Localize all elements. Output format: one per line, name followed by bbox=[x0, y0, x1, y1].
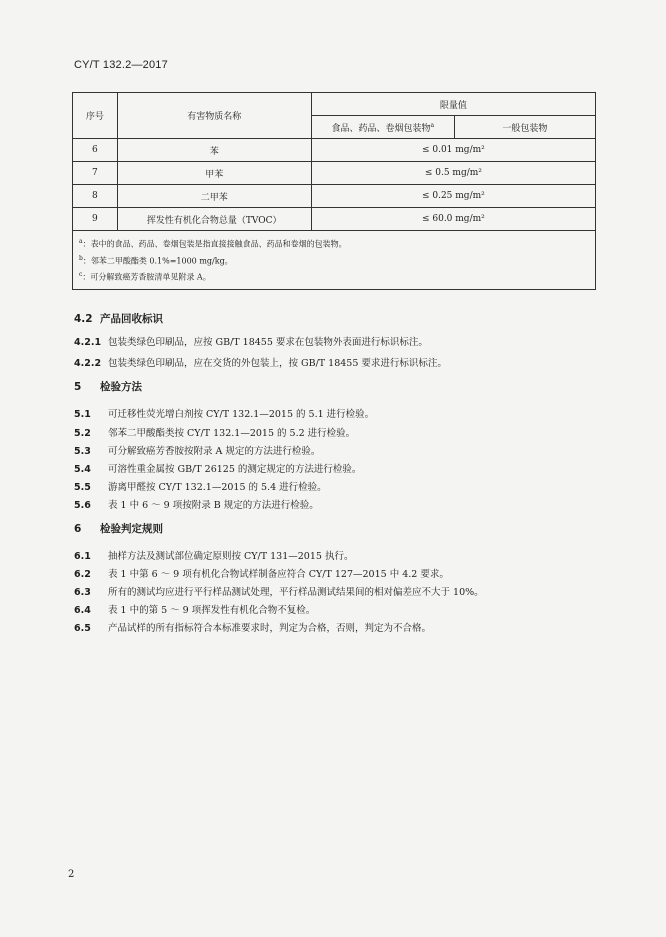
clause-text: 表 1 中 6 ～ 9 项按附录 B 规定的方法进行检验。 bbox=[108, 500, 319, 511]
clause-number: 6.4 bbox=[74, 605, 91, 616]
clause-number: 6.5 bbox=[74, 623, 91, 634]
clause-4-2-2 bbox=[74, 355, 447, 369]
col-header-general: 一般包装物 bbox=[454, 116, 595, 139]
section-title: 检验方法 bbox=[100, 381, 142, 393]
clause-5-1 bbox=[74, 406, 374, 420]
table-notes-row bbox=[73, 231, 596, 290]
page-number: 2 bbox=[68, 869, 75, 880]
section-number: 6 bbox=[74, 523, 82, 535]
clause-number: 5.2 bbox=[74, 428, 91, 439]
table-row bbox=[73, 162, 596, 185]
limits-table bbox=[72, 92, 596, 290]
row-limit: ≤ 0.5 mg/m² bbox=[311, 162, 595, 185]
row-name: 甲苯 bbox=[117, 162, 311, 185]
clause-text: 产品试样的所有指标符合本标准要求时，判定为合格，否则，判定为不合格。 bbox=[108, 623, 432, 634]
clause-number: 5.1 bbox=[74, 409, 91, 420]
clause-6-5 bbox=[74, 620, 431, 634]
section-heading-5 bbox=[74, 379, 142, 394]
clause-5-4 bbox=[74, 461, 361, 475]
clause-number: 5.5 bbox=[74, 482, 91, 493]
note-mark: b bbox=[79, 254, 83, 262]
section-heading-4-2 bbox=[74, 311, 163, 326]
col-header-name: 有害物质名称 bbox=[117, 93, 311, 139]
col-header-food bbox=[311, 116, 454, 139]
clause-text: 所有的测试均应进行平行样品测试处理，平行样品测试结果间的相对偏差应不大于 10%。 bbox=[108, 587, 484, 598]
section-title: 检验判定规则 bbox=[100, 523, 163, 535]
col-header-food-mark: a bbox=[430, 121, 435, 129]
clause-text: 表 1 中第 6 ～ 9 项有机化合物试样制备应符合 CY/T 127—2015 中 4.2 要求。 bbox=[108, 569, 449, 580]
clause-5-3 bbox=[74, 443, 320, 457]
clause-text: 表 1 中的第 5 ～ 9 项挥发性有机化合物不复检。 bbox=[108, 605, 316, 616]
standard-code: CY/T 132.2—2017 bbox=[74, 59, 168, 71]
col-header-food-label: 食品、药品、卷烟包装物 bbox=[331, 123, 431, 134]
clause-text: 抽样方法及测试部位确定原则按 CY/T 131—2015 执行。 bbox=[108, 551, 354, 562]
note-text: ：可分解致癌芳香胺清单见附录 A。 bbox=[82, 272, 211, 282]
table-note bbox=[79, 252, 589, 269]
table-header-row bbox=[73, 93, 596, 116]
row-no: 6 bbox=[73, 139, 118, 162]
table-row bbox=[73, 139, 596, 162]
row-name: 二甲苯 bbox=[117, 185, 311, 208]
table-row bbox=[73, 185, 596, 208]
clause-text: 游离甲醛按 CY/T 132.1—2015 的 5.4 进行检验。 bbox=[108, 482, 327, 493]
row-limit: ≤ 60.0 mg/m² bbox=[311, 208, 595, 231]
clause-5-5 bbox=[74, 479, 327, 493]
table-note bbox=[79, 235, 589, 252]
table-notes bbox=[73, 231, 596, 290]
clause-4-2-1 bbox=[74, 334, 428, 348]
clause-number: 4.2.1 bbox=[74, 337, 102, 348]
clause-text: 可迁移性荧光增白剂按 CY/T 132.1—2015 的 5.1 进行检验。 bbox=[108, 409, 375, 420]
row-no: 8 bbox=[73, 185, 118, 208]
table-note bbox=[79, 268, 589, 285]
clause-number: 6.3 bbox=[74, 587, 91, 598]
clause-6-3 bbox=[74, 584, 484, 598]
note-text: ：邻苯二甲酸酯类 0.1%=1000 mg/kg。 bbox=[82, 256, 233, 266]
clause-number: 5.6 bbox=[74, 500, 91, 511]
row-limit: ≤ 0.01 mg/m² bbox=[311, 139, 595, 162]
section-number: 4.2 bbox=[74, 313, 93, 325]
note-mark: c bbox=[79, 271, 83, 279]
row-limit: ≤ 0.25 mg/m² bbox=[311, 185, 595, 208]
section-number: 5 bbox=[74, 381, 82, 393]
note-text: ：表中的食品、药品、卷烟包装是指直接接触食品、药品和卷烟的包装物。 bbox=[82, 239, 347, 249]
table-row bbox=[73, 208, 596, 231]
clause-6-2 bbox=[74, 566, 449, 580]
col-header-limit: 限量值 bbox=[311, 93, 595, 116]
clause-5-2 bbox=[74, 425, 355, 439]
clause-text: 邻苯二甲酸酯类按 CY/T 132.1—2015 的 5.2 进行检验。 bbox=[108, 428, 356, 439]
row-name: 挥发性有机化合物总量（TVOC） bbox=[117, 208, 311, 231]
section-title: 产品回收标识 bbox=[100, 313, 163, 325]
row-name: 苯 bbox=[117, 139, 311, 162]
row-no: 9 bbox=[73, 208, 118, 231]
row-no: 7 bbox=[73, 162, 118, 185]
clause-6-1 bbox=[74, 548, 353, 562]
col-header-no: 序号 bbox=[73, 93, 118, 139]
note-mark: a bbox=[79, 238, 83, 245]
clause-text: 可分解致癌芳香胺按附录 A 规定的方法进行检验。 bbox=[108, 446, 321, 457]
clause-number: 6.1 bbox=[74, 551, 91, 562]
clause-text: 可溶性重金属按 GB/T 26125 的测定规定的方法进行检验。 bbox=[108, 464, 362, 475]
clause-number: 5.4 bbox=[74, 464, 91, 475]
clause-text: 包装类绿色印刷品，应按 GB/T 18455 要求在包装物外表面进行标识标注。 bbox=[108, 337, 428, 348]
clause-number: 6.2 bbox=[74, 569, 91, 580]
section-heading-6 bbox=[74, 521, 163, 536]
clause-6-4 bbox=[74, 602, 315, 616]
clause-5-6 bbox=[74, 497, 319, 511]
clause-number: 4.2.2 bbox=[74, 358, 102, 369]
clause-number: 5.3 bbox=[74, 446, 91, 457]
clause-text: 包装类绿色印刷品，应在交货的外包装上，按 GB/T 18455 要求进行标识标注。 bbox=[108, 358, 447, 369]
